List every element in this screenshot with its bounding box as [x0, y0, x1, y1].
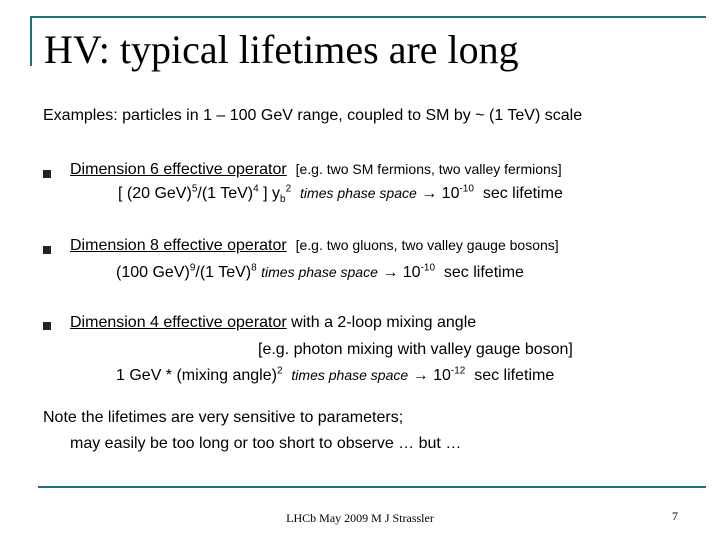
page-number: 7: [672, 509, 678, 523]
lifetime-value: 10: [441, 185, 460, 202]
phase-space-text: times phase space: [300, 185, 417, 201]
item-2-heading: Dimension 8 effective operator: [70, 237, 287, 254]
right-arrow-icon: →: [412, 367, 429, 384]
lifetime-value: 10: [402, 264, 421, 281]
lifetime-exponent: -10: [420, 262, 436, 274]
title-frame-left-rule: [30, 16, 32, 66]
formula-exponent: 9: [189, 262, 196, 274]
footer-text: LHCb May 2009 M J Strassler: [286, 511, 434, 525]
intro-text: Examples: particles in 1 – 100 GeV range, coupled to SM by ~ (1 TeV) scale: [43, 107, 583, 124]
item-2-heading-line: [70, 237, 559, 255]
title-frame-top-rule: [30, 16, 706, 18]
bullet-square-icon: [43, 246, 51, 254]
formula-text: /(1 TeV): [195, 264, 252, 281]
closing-line-2: may easily be too long or too short to observe … but …: [70, 435, 462, 452]
formula-exponent: 5: [191, 183, 198, 195]
bullet-square-icon: [43, 322, 51, 330]
right-arrow-icon: →: [421, 185, 438, 202]
lifetime-exponent: -12: [450, 365, 466, 377]
item-2-formula: [116, 264, 524, 282]
item-3-formula: [116, 367, 554, 385]
item-1-heading: Dimension 6 effective operator: [70, 161, 287, 178]
lifetime-unit: sec lifetime: [474, 367, 555, 384]
footer-rule: [38, 486, 706, 488]
formula-exponent: 8: [251, 262, 257, 274]
phase-space-text: times phase space: [291, 367, 409, 383]
lifetime-unit: sec lifetime: [482, 185, 563, 202]
item-3-heading-rest: with a 2-loop mixing angle: [286, 314, 477, 331]
item-2-note: [e.g. two gluons, two valley gauge bosons]: [295, 237, 559, 253]
item-3-heading-line: [70, 314, 476, 332]
bullet-square-icon: [43, 170, 51, 178]
formula-text: (100 GeV): [116, 264, 190, 281]
formula-exponent: 2: [285, 183, 292, 195]
lifetime-exponent: -10: [459, 183, 474, 195]
formula-text: /(1 TeV): [197, 185, 254, 202]
slide-title: HV: typical lifetimes are long: [44, 27, 519, 72]
formula-exponent: 2: [276, 365, 283, 377]
item-1-formula: [118, 183, 563, 206]
right-arrow-icon: →: [382, 264, 399, 281]
formula-text: ] y: [258, 185, 281, 202]
formula-exponent: 4: [253, 183, 259, 195]
lifetime-unit: sec lifetime: [443, 264, 524, 281]
item-1-note: [e.g. two SM fermions, two valley fermions]: [295, 161, 562, 177]
closing-line-1: Note the lifetimes are very sensitive to parameters;: [43, 409, 404, 426]
formula-subscript: b: [280, 194, 286, 206]
phase-space-text: times phase space: [261, 264, 378, 280]
item-3-heading: Dimension 4 effective operator: [70, 314, 287, 331]
item-1-heading-line: [70, 161, 562, 179]
formula-text: 1 GeV * (mixing angle): [116, 367, 277, 384]
lifetime-value: 10: [433, 367, 451, 384]
formula-text: [ (20 GeV): [118, 185, 192, 202]
item-3-note: [e.g. photon mixing with valley gauge boson]: [258, 341, 573, 358]
